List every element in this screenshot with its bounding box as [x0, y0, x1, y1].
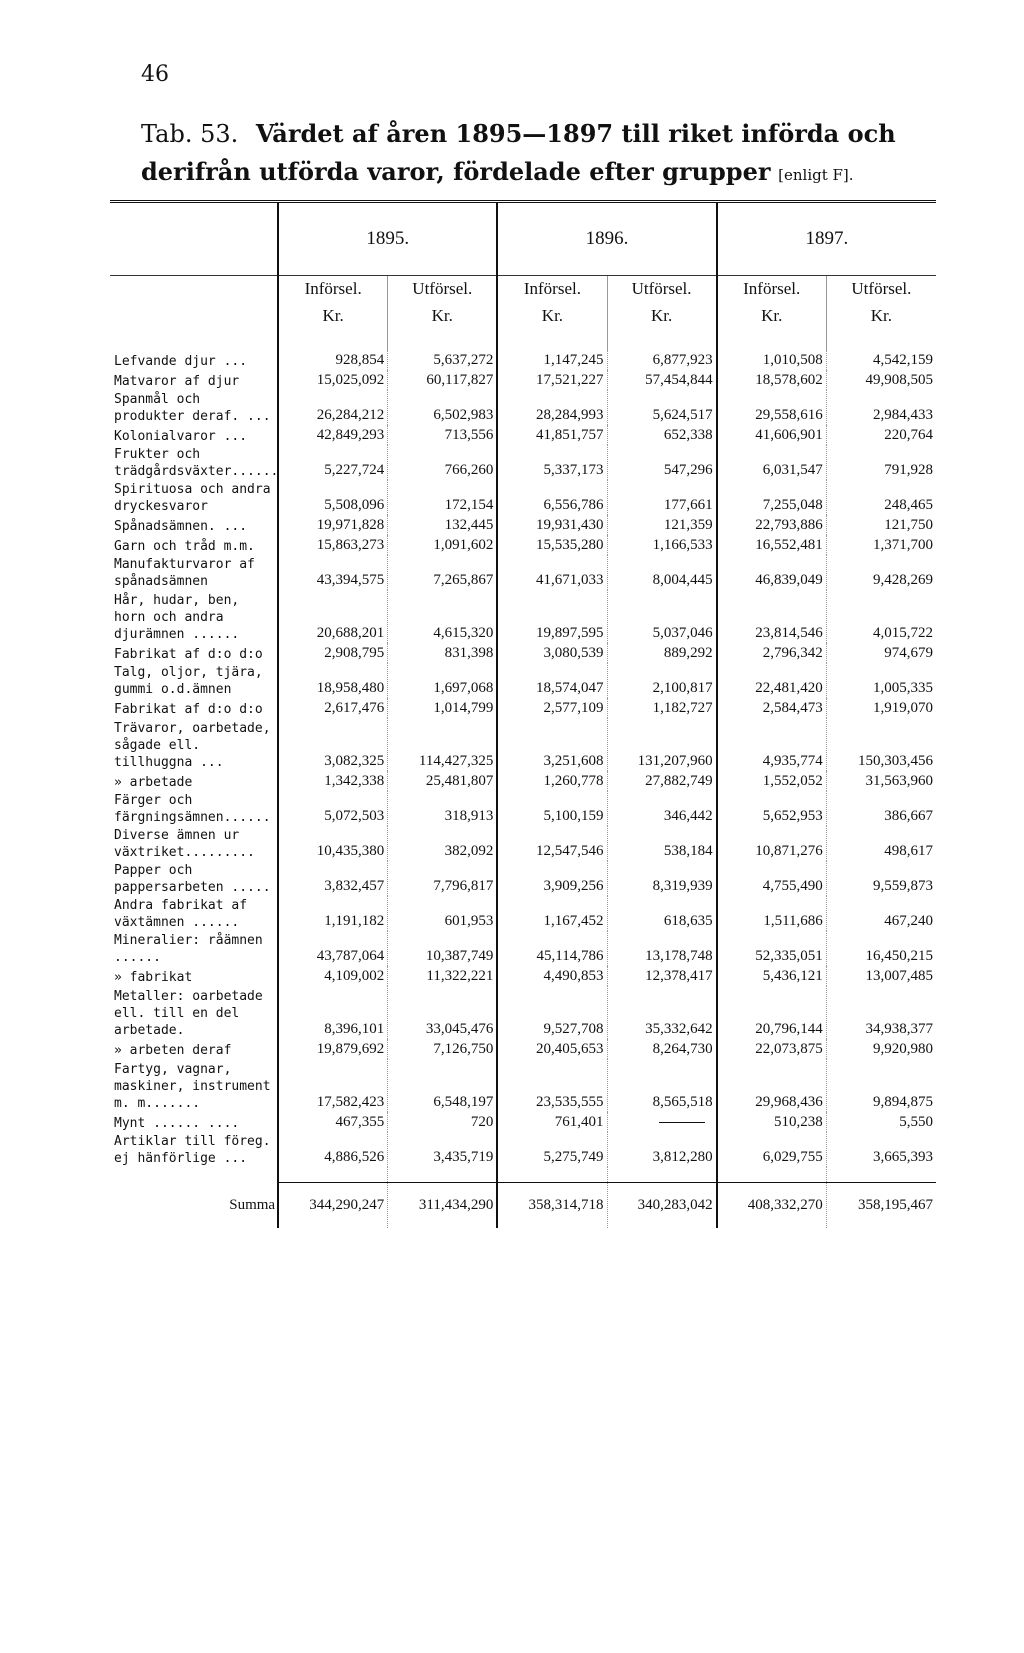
export-value: 766,260 [388, 445, 498, 480]
export-value: 132,445 [388, 515, 498, 535]
title-note: [enligt F]. [778, 166, 854, 184]
export-value: 11,322,221 [388, 966, 498, 986]
export-value: 27,882,749 [607, 771, 717, 791]
export-value: 8,565,518 [607, 1059, 717, 1112]
trade-table-container [110, 200, 936, 1653]
row-label: Färger och färgningsämnen...... [110, 791, 278, 826]
import-value: 1,260,778 [497, 771, 607, 791]
import-value: 3,909,256 [497, 861, 607, 896]
export-value: 60,117,827 [388, 370, 498, 390]
row-label: Trävaror, oarbetade, sågade ell. tillhuggna ... [110, 718, 278, 771]
table-row [110, 771, 936, 791]
export-value: 9,894,875 [826, 1059, 936, 1112]
col-head-export-1897: Utförsel. [826, 276, 936, 303]
table-number: Tab. 53. [141, 120, 239, 148]
export-value: 889,292 [607, 643, 717, 663]
export-value: 16,450,215 [826, 931, 936, 966]
import-value: 2,584,473 [717, 698, 827, 718]
spacer-cell [110, 1167, 278, 1183]
import-value: 5,337,173 [497, 445, 607, 480]
import-value: 4,886,526 [278, 1132, 388, 1167]
import-value: 43,787,064 [278, 931, 388, 966]
export-value: 498,617 [826, 826, 936, 861]
row-label: Mynt ...... .... [110, 1112, 278, 1132]
row-label: Fabrikat af d:o d:o [110, 643, 278, 663]
import-value: 6,029,755 [717, 1132, 827, 1167]
export-value: 12,378,417 [607, 966, 717, 986]
export-value: 4,615,320 [388, 590, 498, 643]
import-value: 45,114,786 [497, 931, 607, 966]
table-row [110, 515, 936, 535]
import-value: 3,832,457 [278, 861, 388, 896]
row-label: Diverse ämnen ur växtriket......... [110, 826, 278, 861]
import-value: 1,191,182 [278, 896, 388, 931]
import-value: 1,552,052 [717, 771, 827, 791]
export-value: 1,371,700 [826, 535, 936, 555]
empty-dash [659, 1122, 705, 1123]
import-value: 1,147,245 [497, 350, 607, 370]
import-value: 10,871,276 [717, 826, 827, 861]
export-value: 2,984,433 [826, 390, 936, 425]
import-value: 17,582,423 [278, 1059, 388, 1112]
row-label: Spirituosa och andra dryckesvaror [110, 480, 278, 515]
spacer-row [110, 1167, 936, 1183]
row-label: Manufakturvaror af spånadsämnen [110, 555, 278, 590]
export-value: 13,178,748 [607, 931, 717, 966]
table-row [110, 425, 936, 445]
export-value: 9,920,980 [826, 1039, 936, 1059]
export-value: 547,296 [607, 445, 717, 480]
import-value: 510,238 [717, 1112, 827, 1132]
table-row [110, 350, 936, 370]
row-label: Kolonialvaror ... [110, 425, 278, 445]
import-value: 2,908,795 [278, 643, 388, 663]
import-value: 6,556,786 [497, 480, 607, 515]
export-value: 57,454,844 [607, 370, 717, 390]
import-value: 20,688,201 [278, 590, 388, 643]
import-value: 1,010,508 [717, 350, 827, 370]
import-value: 52,335,051 [717, 931, 827, 966]
table-row [110, 535, 936, 555]
table-row [110, 390, 936, 425]
export-value: 601,953 [388, 896, 498, 931]
row-label: Garn och tråd m.m. [110, 535, 278, 555]
export-value: 1,166,533 [607, 535, 717, 555]
import-value: 22,481,420 [717, 663, 827, 698]
import-value: 29,968,436 [717, 1059, 827, 1112]
export-value: 25,481,807 [388, 771, 498, 791]
export-value: 7,265,867 [388, 555, 498, 590]
table-row [110, 1059, 936, 1112]
export-value: 8,004,445 [607, 555, 717, 590]
spacer-cell [607, 1167, 717, 1183]
header-blank [110, 302, 278, 350]
export-value: 33,045,476 [388, 986, 498, 1039]
row-label: Artiklar till föreg. ej hänförlige ... [110, 1132, 278, 1167]
export-value: 13,007,485 [826, 966, 936, 986]
import-value: 5,227,724 [278, 445, 388, 480]
year-header-1895: 1895. [278, 203, 497, 276]
total-export-value: 340,283,042 [607, 1183, 717, 1229]
export-value: 4,015,722 [826, 590, 936, 643]
table-title [141, 115, 941, 194]
total-import-value: 344,290,247 [278, 1183, 388, 1229]
import-value: 1,167,452 [497, 896, 607, 931]
export-value: 467,240 [826, 896, 936, 931]
export-value: 6,877,923 [607, 350, 717, 370]
import-value: 4,755,490 [717, 861, 827, 896]
row-label: Spånadsämnen. ... [110, 515, 278, 535]
export-value: 6,502,983 [388, 390, 498, 425]
page-number: 46 [141, 62, 169, 87]
export-value: 1,005,335 [826, 663, 936, 698]
row-label: Metaller: oarbetade ell. till en del arbetade. [110, 986, 278, 1039]
import-value: 18,574,047 [497, 663, 607, 698]
export-value: 386,667 [826, 791, 936, 826]
export-value: 5,624,517 [607, 390, 717, 425]
export-value: 4,542,159 [826, 350, 936, 370]
table-row [110, 480, 936, 515]
export-value: 31,563,960 [826, 771, 936, 791]
export-value: 5,637,272 [388, 350, 498, 370]
export-value: 177,661 [607, 480, 717, 515]
export-value: 1,182,727 [607, 698, 717, 718]
import-value: 42,849,293 [278, 425, 388, 445]
import-value: 18,958,480 [278, 663, 388, 698]
table-row [110, 643, 936, 663]
export-value: 538,184 [607, 826, 717, 861]
export-value: 248,465 [826, 480, 936, 515]
spacer-cell [388, 1167, 498, 1183]
import-value: 4,109,002 [278, 966, 388, 986]
import-value: 2,796,342 [717, 643, 827, 663]
export-value: 121,359 [607, 515, 717, 535]
import-value: 15,535,280 [497, 535, 607, 555]
row-label: Hår, hudar, ben, horn och andra djurämnen ...... [110, 590, 278, 643]
export-value: 7,796,817 [388, 861, 498, 896]
table-row [110, 590, 936, 643]
import-value: 6,031,547 [717, 445, 827, 480]
unit-label: Kr. [826, 302, 936, 350]
export-value: 318,913 [388, 791, 498, 826]
export-value: 2,100,817 [607, 663, 717, 698]
total-import-value: 358,314,718 [497, 1183, 607, 1229]
export-value: 3,812,280 [607, 1132, 717, 1167]
import-value: 15,863,273 [278, 535, 388, 555]
export-value: 131,207,960 [607, 718, 717, 771]
table-row [110, 826, 936, 861]
row-label: Spanmål och produkter deraf. ... [110, 390, 278, 425]
spacer-cell [717, 1167, 827, 1183]
col-head-import-1896: Införsel. [497, 276, 607, 303]
row-label: Fartyg, vagnar, maskiner, instrument m. m....... [110, 1059, 278, 1112]
row-label: Fabrikat af d:o d:o [110, 698, 278, 718]
total-export-value: 358,195,467 [826, 1183, 936, 1229]
import-value: 23,535,555 [497, 1059, 607, 1112]
row-label: Frukter och trädgårdsväxter...... [110, 445, 278, 480]
export-value: 1,919,070 [826, 698, 936, 718]
import-value: 1,511,686 [717, 896, 827, 931]
total-export-value: 311,434,290 [388, 1183, 498, 1229]
import-value: 29,558,616 [717, 390, 827, 425]
row-label: Lefvande djur ... [110, 350, 278, 370]
year-header-1896: 1896. [497, 203, 716, 276]
export-value: 5,550 [826, 1112, 936, 1132]
table-row [110, 931, 936, 966]
import-value: 761,401 [497, 1112, 607, 1132]
col-head-export-1895: Utförsel. [388, 276, 498, 303]
import-value: 5,436,121 [717, 966, 827, 986]
export-value: 150,303,456 [826, 718, 936, 771]
table-row [110, 791, 936, 826]
export-value: 9,428,269 [826, 555, 936, 590]
export-value: 220,764 [826, 425, 936, 445]
import-value: 2,577,109 [497, 698, 607, 718]
import-value: 5,072,503 [278, 791, 388, 826]
import-value: 7,255,048 [717, 480, 827, 515]
import-value: 5,652,953 [717, 791, 827, 826]
import-value: 3,082,325 [278, 718, 388, 771]
import-value: 1,342,338 [278, 771, 388, 791]
export-value: 34,938,377 [826, 986, 936, 1039]
export-value: 1,014,799 [388, 698, 498, 718]
import-value: 28,284,993 [497, 390, 607, 425]
table-row [110, 986, 936, 1039]
table-row [110, 1112, 936, 1132]
import-value: 19,897,595 [497, 590, 607, 643]
header-blank [110, 203, 278, 276]
import-value: 15,025,092 [278, 370, 388, 390]
export-value: 5,037,046 [607, 590, 717, 643]
import-value: 12,547,546 [497, 826, 607, 861]
import-value: 20,405,653 [497, 1039, 607, 1059]
export-value: 9,559,873 [826, 861, 936, 896]
table-row [110, 718, 936, 771]
table-row [110, 966, 936, 986]
table-row [110, 896, 936, 931]
trade-table [110, 203, 936, 1228]
spacer-cell [497, 1167, 607, 1183]
import-value: 41,606,901 [717, 425, 827, 445]
row-label: » arbeten deraf [110, 1039, 278, 1059]
import-value: 4,490,853 [497, 966, 607, 986]
table-row [110, 1132, 936, 1167]
import-value: 10,435,380 [278, 826, 388, 861]
import-value: 23,814,546 [717, 590, 827, 643]
table-row [110, 698, 936, 718]
row-label: Talg, oljor, tjära, gummi o.d.ämnen [110, 663, 278, 698]
unit-label: Kr. [388, 302, 498, 350]
export-value: 8,264,730 [607, 1039, 717, 1059]
table-body [110, 350, 936, 1228]
import-value: 16,552,481 [717, 535, 827, 555]
export-value: 3,435,719 [388, 1132, 498, 1167]
import-value: 19,879,692 [278, 1039, 388, 1059]
table-row [110, 370, 936, 390]
export-value: 121,750 [826, 515, 936, 535]
import-value: 26,284,212 [278, 390, 388, 425]
export-value: 6,548,197 [388, 1059, 498, 1112]
export-value: 720 [388, 1112, 498, 1132]
col-head-import-1895: Införsel. [278, 276, 388, 303]
export-value: 618,635 [607, 896, 717, 931]
export-value: 3,665,393 [826, 1132, 936, 1167]
export-value: 713,556 [388, 425, 498, 445]
spacer-cell [826, 1167, 936, 1183]
export-value: 831,398 [388, 643, 498, 663]
export-value: 8,319,939 [607, 861, 717, 896]
total-label: Summa [229, 1196, 276, 1213]
row-label: Mineralier: råämnen ...... [110, 931, 278, 966]
row-label: Matvaror af djur [110, 370, 278, 390]
export-value: 114,427,325 [388, 718, 498, 771]
header-blank [110, 276, 278, 303]
import-value: 9,527,708 [497, 986, 607, 1039]
import-value: 46,839,049 [717, 555, 827, 590]
year-header-1897: 1897. [717, 203, 936, 276]
import-value: 19,971,828 [278, 515, 388, 535]
import-value: 5,100,159 [497, 791, 607, 826]
import-value: 22,793,886 [717, 515, 827, 535]
export-value: 7,126,750 [388, 1039, 498, 1059]
import-value: 43,394,575 [278, 555, 388, 590]
export-value: 346,442 [607, 791, 717, 826]
import-value: 4,935,774 [717, 718, 827, 771]
export-value: 652,338 [607, 425, 717, 445]
table-row [110, 1039, 936, 1059]
row-label: » fabrikat [110, 966, 278, 986]
import-value: 5,508,096 [278, 480, 388, 515]
import-value: 467,355 [278, 1112, 388, 1132]
import-value: 41,851,757 [497, 425, 607, 445]
import-value: 3,080,539 [497, 643, 607, 663]
table-row [110, 555, 936, 590]
export-value: 791,928 [826, 445, 936, 480]
unit-label: Kr. [607, 302, 717, 350]
import-value: 3,251,608 [497, 718, 607, 771]
import-value: 8,396,101 [278, 986, 388, 1039]
import-value: 19,931,430 [497, 515, 607, 535]
export-value [607, 1112, 717, 1132]
import-value: 20,796,144 [717, 986, 827, 1039]
import-value: 17,521,227 [497, 370, 607, 390]
row-label: » arbetade [110, 771, 278, 791]
row-label: Andra fabrikat af växtämnen ...... [110, 896, 278, 931]
export-value: 1,697,068 [388, 663, 498, 698]
col-head-export-1896: Utförsel. [607, 276, 717, 303]
total-row [110, 1183, 936, 1229]
col-head-import-1897: Införsel. [717, 276, 827, 303]
table-row [110, 445, 936, 480]
table-row [110, 663, 936, 698]
import-value: 2,617,476 [278, 698, 388, 718]
export-value: 35,332,642 [607, 986, 717, 1039]
export-value: 10,387,749 [388, 931, 498, 966]
export-value: 382,092 [388, 826, 498, 861]
export-value: 172,154 [388, 480, 498, 515]
row-label: Papper och pappersarbeten ..... [110, 861, 278, 896]
import-value: 18,578,602 [717, 370, 827, 390]
import-value: 928,854 [278, 350, 388, 370]
total-import-value: 408,332,270 [717, 1183, 827, 1229]
unit-label: Kr. [497, 302, 607, 350]
unit-label: Kr. [278, 302, 388, 350]
export-value: 49,908,505 [826, 370, 936, 390]
import-value: 22,073,875 [717, 1039, 827, 1059]
import-value: 5,275,749 [497, 1132, 607, 1167]
import-value: 41,671,033 [497, 555, 607, 590]
title-text: Värdet af åren 1895—1897 till riket införda och derifrån utförda varor, fördelade efter grupper [141, 119, 896, 186]
export-value: 974,679 [826, 643, 936, 663]
export-value: 1,091,602 [388, 535, 498, 555]
table-row [110, 861, 936, 896]
unit-label: Kr. [717, 302, 827, 350]
spacer-cell [278, 1167, 388, 1183]
